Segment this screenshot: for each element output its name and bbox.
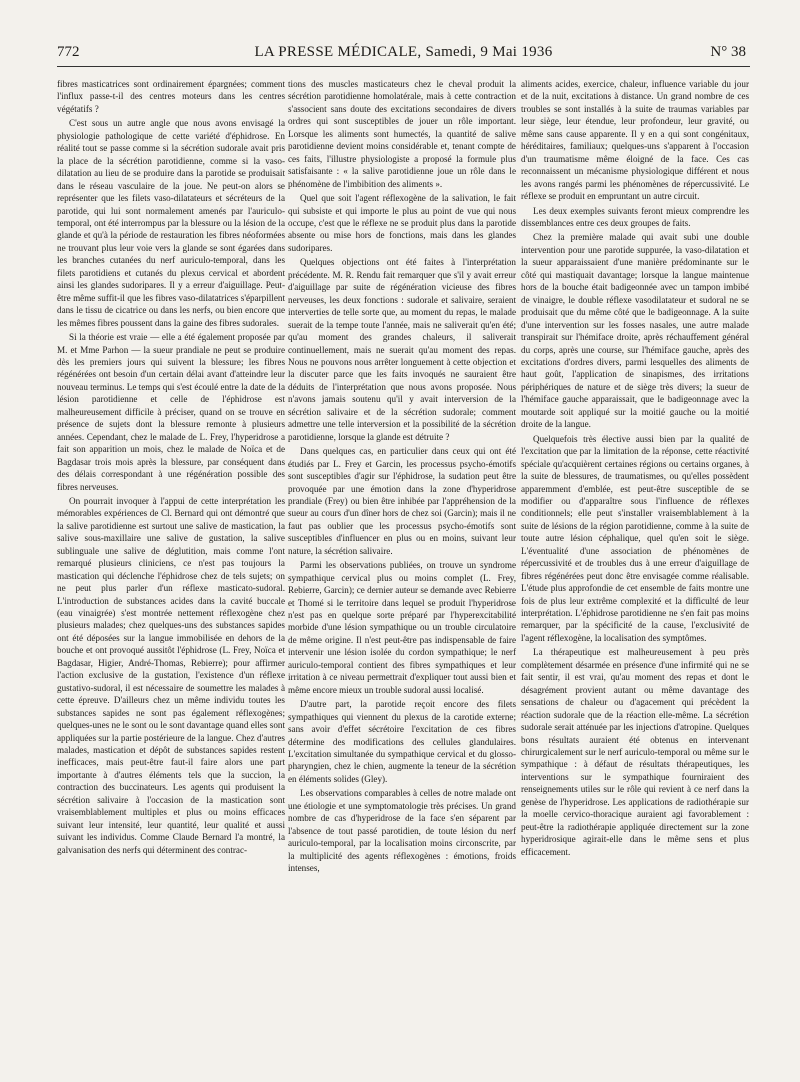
paragraph: Dans quelques cas, en particulier dans ceux qui ont été étudiés par L. Frey et Garcin, les processus psycho-émotifs sont susceptibles d'agir sur l'éphidrose, la sudation peut être provoquée par une émotion dans la zone d'hyperidrose prandiale (Frey) ou bien être inhibée par l'appréhension de la sueur au cours d'un dîner hors de chez soi (Garcin); mais il ne faut pas oublier que les processus psycho-émotifs sont susceptibles d'influencer en plus ou en moins, suivant leur nature, la sécrétion salivaire. [288,446,516,556]
paragraph: C'est sous un autre angle que nous avons envisagé la physiologie pathologique de cette variété d'éphidrose. En réalité tout se passe comme si la sécrétion sudorale avait pris la place de la sécrétion parotidienne, comme si la vaso-dilatation au lieu de se produire dans la parotide se produisait dans le réseau vasculaire de la joue. Ne peut-on alors se représenter que les filets vaso-dilatateurs et sécréteurs de la parotide, qui lui sont normalement amenés par l'auriculo-temporal, ont été interrompus par la blessure ou la lésion de la glande et qu'à la période de restauration les fibres néoformées ne trouvant plus leur voie vers la glande se sont égarées dans les branches cutanées du nerf auriculo-temporal, dans les filets parotidiens et cutanés du plexus cervical et abordent ainsi les glandes sudoripares. Il y a erreur d'aiguillage. Peut-être même suffit-il que les fibres vaso-dilatatrices s'éparpillent dans le tissu de cicatrice ou dans les nerfs, ou bien encore que les mêmes fibres poussent dans la gaine des fibres sudorales. [57,118,285,328]
column-3 [521,78,749,860]
paragraph: Chez la première malade qui avait subi une double intervention pour une parotide suppurée, la vaso-dilatation et la sueur apparaissaient d'une manière prédominante sur le côté qui mastiquait davantage; lorsque la langue maintenue hors de la bouche était badigeonnée avec un tampon imbibé de vinaigre, le double réflexe vasodilatateur et sudoral ne se produisait que du même côté que le badigeonnage. A la suite d'une intervention sur les fosses nasales, une autre malade transpirait sur l'hémiface droite, après réchauffement général du corps, après une course, sur l'hémiface gauche, après des excitations d'ordres divers, parmi lesquelles des aliments de haut goût, l'application de sinapismes, des irritations périphériques de nature et de siège très divers; la sueur de l'hémiface gauche apparaissait, que le badigeonnage avec la moutarde soit appliqué sur la moitié gauche ou la moitié droite de la langue. [521,232,749,430]
paragraph: On pourrait invoquer à l'appui de cette interprétation les mémorables expériences de Cl. Bernard qui ont démontré que la salive parotidienne est surtout une salive de mastication, la salive sous-maxillaire une salive de gustation, la salive sublinguale une salive de déglutition, mais comme l'ont remarqué plusieurs cliniciens, ce n'est pas toujours la mastication qui déclenche l'éphidrose chez de tels sujets; on ne peut plus parler d'un réflexe masticato-sudoral. L'introduction de substances acides dans la cavité buccale (eau vinaigrée) s'est montrée nettement réflexogène chez plusieurs malades; chez quelques-uns des substances sapides ont été déposées sur la langue immobilisée en dehors de la bouche et ont provoqué aussitôt l'éphidrose (L. Frey, Noïca et Bagdasar, Higier, André-Thomas, Rebierre); pour affirmer l'action exclusive de la gustation, l'existence d'un réflexe gustativo-sudoral, il est nécessaire de soumettre les malades à cette épreuve. D'ailleurs chez un même individu toutes les substances sapides ne sont pas également réflexogènes; quelques-unes ne le sont ou le sont davantage quand elles sont appliquées sur la partie postérieure de la langue. Chez d'autres malades, mastication et dépôt de substances sapides restent inefficaces, mais peut-être faut-il faire alors une part importante à d'autres éléments tels que la succion, la contraction des buccinateurs. Les agents qui produisent la sécrétion salivaire à l'occasion de la mastication sont vraisemblablement multiples et plus ou moins efficaces suivant leur intensité, leur quantité, leur qualité et aussi suivant les individus. Comme Claude Bernard l'a montré, la galvanisation des nerfs qui déterminent des contrac- [57,495,285,855]
column-2 [288,78,516,877]
journal-title: LA PRESSE MÉDICALE, Samedi, 9 Mai 1936 [254,44,553,60]
paragraph: tions des muscles masticateurs chez le cheval produit la sécrétion parotidienne homolatérale, mais à cette contraction s'associent sans doute des excitations secondaires de divers ordres qui sont susceptibles de jouer un rôle important. Lorsque les aliments sont humectés, la quantité de salive parotidienne devient moins considérable et, tenant compte de ces faits, l'illustre physiologiste a proposé la formule plus satisfaisante : « la salive parotidienne joue un rôle dans le phénomène de l'imbibition des aliments ». [288,79,516,189]
paragraph: Les observations comparables à celles de notre malade ont une étiologie et une symptomatologie très précises. Un grand nombre de cas d'hyperidrose de la face s'en séparent par l'absence de tout passé parotidien, de toute lésion du nerf auriculo-temporal, par la localisation moins circonscrite, par la multiplicité des agents réflexogènes : émotions, froids intenses, [288,788,516,874]
paragraph: La thérapeutique est malheureusement à peu près complètement désarmée en présence d'une infirmité qui ne se fait sentir, il est vrai, qu'au moment des repas et dont le désagrément provient autant ou même davantage des sensations de chaleur ou d'agacement qui précèdent la réaction sudorale que de la réaction elle-même. La sécrétion sudorale serait atténuée par les injections d'atropine. Quelques bons résultats auraient été obtenus en intervenant chirurgicalement sur le nerf auriculo-temporal ou même sur le sympathique : à défaut de résultats thérapeutiques, les interventions sur le sympathique fourniraient des renseignements utiles sur le rôle qui revient à ce nerf dans la genèse de l'hyperidrose. Les applications de radiothérapie sur la moelle cervico-thoracique auraient agi favorablement : peut-être la radiothérapie appliquée directement sur la zone hyperidrosique agirait-elle dans le même sens et plus efficacement. [521,647,749,857]
paragraph: Les deux exemples suivants feront mieux comprendre les dissemblances entre ces deux groupes de faits. [521,205,749,228]
paragraph: Parmi les observations publiées, on trouve un syndrome sympathique cervical plus ou moins complet (L. Frey, Rebierre, Garcin); ce dernier auteur se demande avec Rebierre et Thomé si le territoire dans lequel se produit l'hyperidrose n'est pas en quelque sorte préparé par l'hyperexcitabilité morbide d'une lésion sympathique ou un trouble circulatoire de même origine. Il n'est peut-être pas indispensable de faire intervenir une lésion isolée du cordon sympathique; le nerf auriculo-temporal contient des fibres sympathiques et leur irritation à ce niveau permettrait d'expliquer tout aussi bien et même encore mieux un trouble sudoral aussi localisé. [288,560,516,695]
paragraph: Quel que soit l'agent réflexogène de la salivation, le fait qui subsiste et qui importe le plus au point de vue qui nous occupe, c'est que le réflexe ne se produit plus dans la parotide absente ou mise hors de fonctions, mais dans les glandes sudoripares. [288,193,516,253]
page-number: 772 [57,44,80,60]
page-header [57,44,750,67]
column-1 [57,78,285,858]
issue-number: N° 38 [710,44,746,60]
paragraph: Si la théorie est vraie — elle a été également proposée par M. et Mme Parhon — la sueur prandiale ne peut se produire dès les premiers jours qui suivent la blessure; les fibres régénérées ont besoin d'un certain délai avant d'atteindre leur nouveau terminus. Le temps qui s'est écoulé entre la date de la lésion parotidienne et celle de l'éphidrose est malheureusement difficile à préciser, quand on se trouve en présence de sujets dont la blessure remonte à plusieurs années. Cependant, chez le malade de L. Frey, l'hyperidrose a fait son apparition un mois, chez le malade de Noïca et de Bagdasar trois mois après la blessure, par conséquent dans des délais correspondant à une régénération possible des fibres nerveuses. [57,332,285,492]
paragraph: Quelques objections ont été faites à l'interprétation précédente. M. R. Rendu fait remarquer que s'il y avait erreur d'aiguillage par suite de régénération vicieuse des fibres nerveuses, les deux fonctions : sudorale et salivaire, seraient interverties de telle sorte que, au moment du repas, le malade suerait de la tempe toute l'année, mais ne saliverait qu'en été; qu'au moment des grandes chaleurs, il saliverait continuellement, mais ne suerait qu'au moment des repas. Nous ne pouvons nous arrêter longuement à cette objection et la discuter parce que les faits invoqués ne sauraient être déduits de l'interprétation que nous avons proposée. Nous n'avons jamais soutenu qu'il y avait interversion de la sécrétion salivaire et de la sécrétion sudorale; comment admettre une telle interversion et la possibilité de la sécrétion parotidienne, lorsque la glande est détruite ? [288,257,516,442]
paragraph: Quelquefois très élective aussi bien par la qualité de l'excitation que par la limitation de la réponse, cette réactivité spéciale qu'acquièrent certaines régions ou certains organes, à la suite de blessures, de traumatismes, ou qu'elles possèdent apparemment d'emblée, est peut-être susceptible de se modifier ou d'apparaître sous l'influence de réflexes conditionnels; elle peut s'installer vraisemblablement à la suite de lésions de la région parotidienne, comme à la suite de toute autre lésion céphalique, quel qu'en soit le siège. L'éventualité d'une association de phénomènes de répercussivité et de troubles dus à une erreur d'aiguillage de fibres régénérées peut donc être envisagée comme réalisable. L'étude plus approfondie de cet ensemble de faits montre une fois de plus leur extrême complexité et la difficulté de leur interprétation. L'éphidrose parotidienne ne s'en fait pas moins remarquer, par la spécificité de la cause, l'exclusivité de l'agent réflexogène, la localisation des symptômes. [521,433,749,643]
paragraph: aliments acides, exercice, chaleur, influence variable du jour et de la nuit, excitations à distance. Un grand nombre de ces troubles se sont installés à la suite de traumas variables par leur siège, leur étendue, leur profondeur, leur gravité, ou même sans cause apparente. Il y en a qui sont congénitaux, héréditaires, familiaux; quelques-uns s'apparent à l'occasion d'un traumatisme même éloigné de la face. Ces cas reconnaissent un mécanisme physiologique différent et nous les avons rangés parmi les phénomènes de répercussivité. Le réflexe se produit en empruntant un autre circuit. [521,79,749,202]
paragraph: fibres masticatrices sont ordinairement épargnées; comment l'influx passe-t-il des centres moteurs dans les centres végétatifs ? [57,79,285,114]
paragraph: D'autre part, la parotide reçoit encore des filets sympathiques qui viennent du plexus de la carotide externe; sans avoir d'effet sécrétoire l'excitation de ces fibres détermine des modifications des cellules glandulaires. L'excitation simultanée du sympathique cervical et du glosso-pharyngien, chez le chien, augmente la teneur de la sécrétion en éléments solides (Gley). [288,699,516,784]
